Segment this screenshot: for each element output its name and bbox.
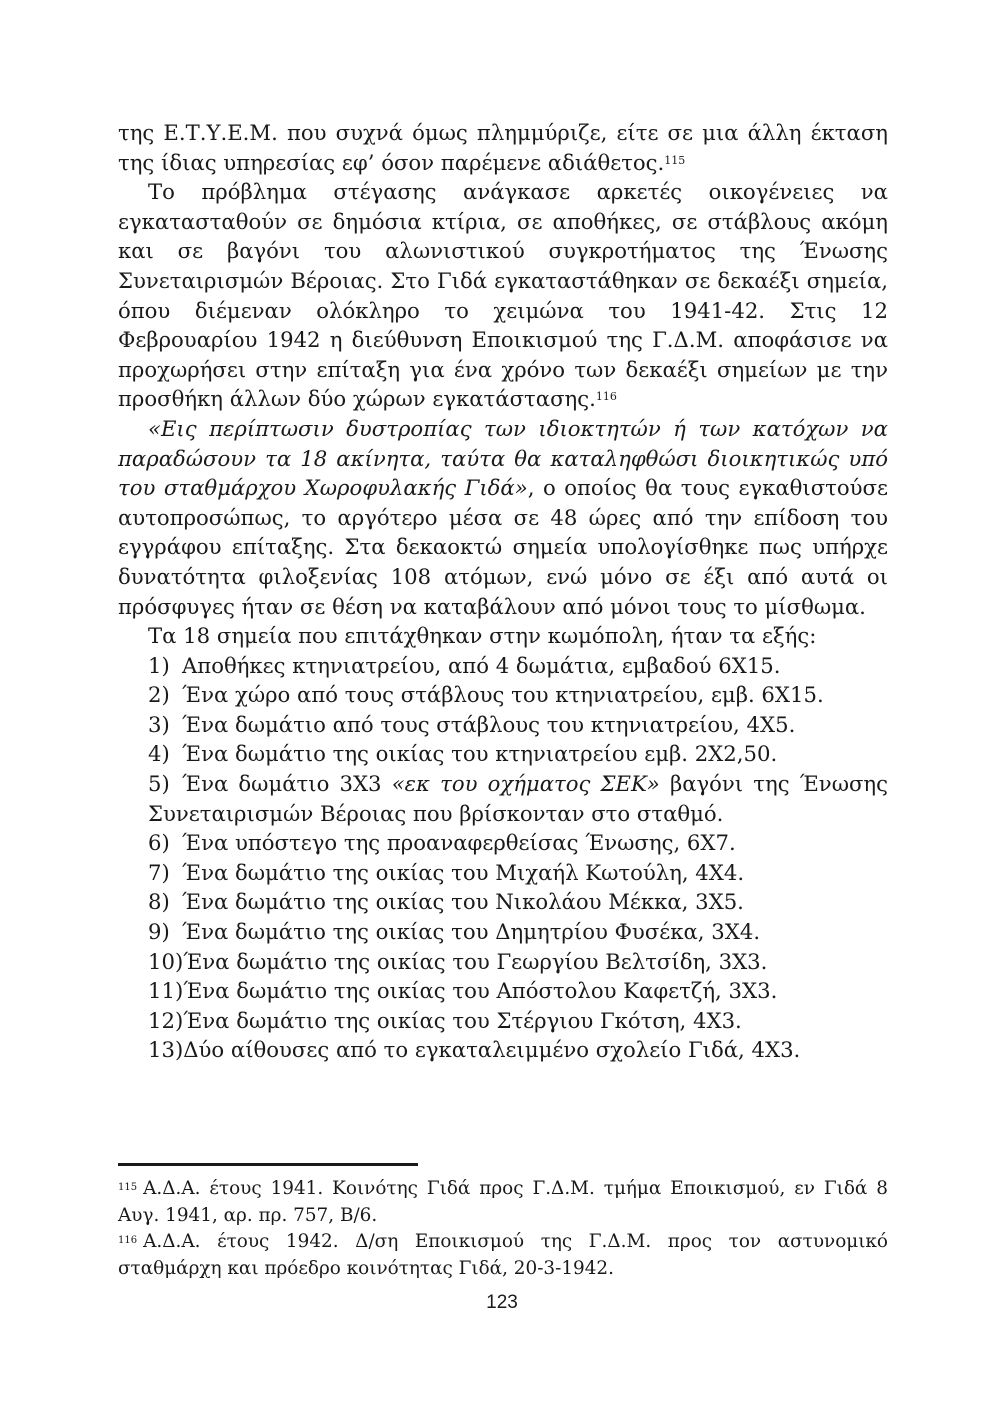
paragraph-1: της Ε.Τ.Υ.Ε.Μ. που συχνά όμως πλημμύριζε, είτε σε μια άλλη έκταση της ίδιας υπηρεσίας εφ’ όσον παρέμενε αδιάθετος.$^{115}$ xyxy=(118,120,888,175)
list-item: 1) Αποθήκες κτηνιατρείου, από 4 δωμάτια, εμβαδού 6Χ15. xyxy=(148,652,781,678)
list-item: 5) Ένα δωμάτιο 3Χ3 «εκ του οχήματος ΣΕΚ» βαγόνι της Ένωσης Συνεταιρισμών Βέροιας που βρίσκονταν στο σταθμό. xyxy=(148,771,888,826)
quote-requisition: «Εις περίπτωσιν δυστροπίας των ιδιοκτητών ή των κατόχων να παραδώσουν τα 18 ακίνητα, ταύτα θα καταληφθώσι διοικητικώς υπό του σταθμάρχου Χωροφυλακής Γιδά» xyxy=(118,415,888,501)
list-item: 8) Ένα δωμάτιο της οικίας του Νικολάου Μέκκα, 3Χ5. xyxy=(148,889,744,915)
footnote-ref-116[interactable]: 116 xyxy=(595,390,617,404)
footnote-divider xyxy=(118,1163,418,1166)
list-item: 11)Ένα δωμάτιο της οικίας του Απόστολου Καφετζή, 3Χ3. xyxy=(148,978,778,1004)
list-item: 6) Ένα υπόστεγο της προαναφερθείσας Ένωσης, 6Χ7. xyxy=(148,830,736,856)
paragraph-2: Το πρόβλημα στέγασης ανάγκασε αρκετές οικογένειες να εγκατασταθούν σε δημόσια κτίρια, σε αποθήκες, σε στάβλους ακόμη και σε βαγόνι του αλωνιστικού συγκροτήματος της Ένωσης Συνεταιρισμών Βέροιας. Στο Γιδά εγκαταστάθηκαν σε δεκαέξι σημεία, όπου διέμεναν ολόκληρο το χειμώνα του 1941-42. Στις 12 Φεβρουαρίου 1942 η διεύθυνση Εποικισμού της Γ.Δ.Μ. αποφάσισε να προχωρήσει στην επίταξη για ένα χρόνο των δεκαέξι σημείων με την προσθήκη άλλων δύο χώρων εγκατάστασης.$^{116}$ xyxy=(118,179,888,412)
paragraph-4: Τα 18 σημεία που επιτάχθηκαν στην κωμόπολη, ήταν τα εξής: xyxy=(148,623,817,649)
paragraph-3: «Εις περίπτωσιν δυστροπίας των ιδιοκτητών ή των κατόχων να παραδώσουν τα 18 ακίνητα, ταύτα θα καταληφθώσι διοικητικώς υπό του σταθμάρχου Χωροφυλακής Γιδά», ο οποίος θα τους εγκαθιστούσε αυτοπροσώπως, το αργότερο μέσα σε 48 ώρες από την επίδοση του εγγράφου επίταξης. Στα δεκαοκτώ σημεία υπολογίσθηκε πως υπήρχε δυνατότητα φιλοξενίας 108 ατόμων, ενώ μόνο σε έξι από αυτά οι πρόσφυγες ήταν σε θέση να καταβάλουν από μόνοι τους το μίσθωμα. xyxy=(118,415,888,619)
list-item: 9) Ένα δωμάτιο της οικίας του Δημητρίου Φυσέκα, 3Χ4. xyxy=(148,919,761,945)
list-item: 10)Ένα δωμάτιο της οικίας του Γεωργίου Βελτσίδη, 3Χ3. xyxy=(148,948,768,974)
footnotes xyxy=(118,1176,888,1282)
footnote-115: $^{115}$ Α.Δ.Α. έτους 1941. Κοινότης Γιδά προς Γ.Δ.Μ. τμήμα Εποικισμού, εν Γιδά 8 Αυγ. 1941, αρ. πρ. 757, Β/6. xyxy=(118,1178,888,1226)
page-body xyxy=(118,118,888,1065)
page-number: 123 xyxy=(486,1292,518,1313)
list-item: 2) Ένα χώρο από τους στάβλους του κτηνιατρείου, εμβ. 6Χ15. xyxy=(148,682,824,708)
list-item: 13)Δύο αίθουσες από το εγκαταλειμμένο σχολείο Γιδά, 4Χ3. xyxy=(148,1037,801,1063)
footnote-ref-115[interactable]: 115 xyxy=(664,153,686,167)
requisitioned-places-list xyxy=(118,651,888,1065)
list-item: 7) Ένα δωμάτιο της οικίας του Μιχαήλ Κωτούλη, 4Χ4. xyxy=(148,859,745,885)
list-item: 12)Ένα δωμάτιο της οικίας του Στέργιου Γκότση, 4Χ3. xyxy=(148,1007,742,1033)
list-item: 3) Ένα δωμάτιο από τους στάβλους του κτηνιατρείου, 4Χ5. xyxy=(148,711,796,737)
list-item: 4) Ένα δωμάτιο της οικίας του κτηνιατρείου εμβ. 2Χ2,50. xyxy=(148,741,778,767)
footnote-116: $^{116}$ Α.Δ.Α. έτους 1942. Δ/ση Εποικισμού της Γ.Δ.Μ. προς τον αστυνομικό σταθμάρχη και πρόεδρο κοινότητας Γιδά, 20-3-1942. xyxy=(118,1231,888,1279)
